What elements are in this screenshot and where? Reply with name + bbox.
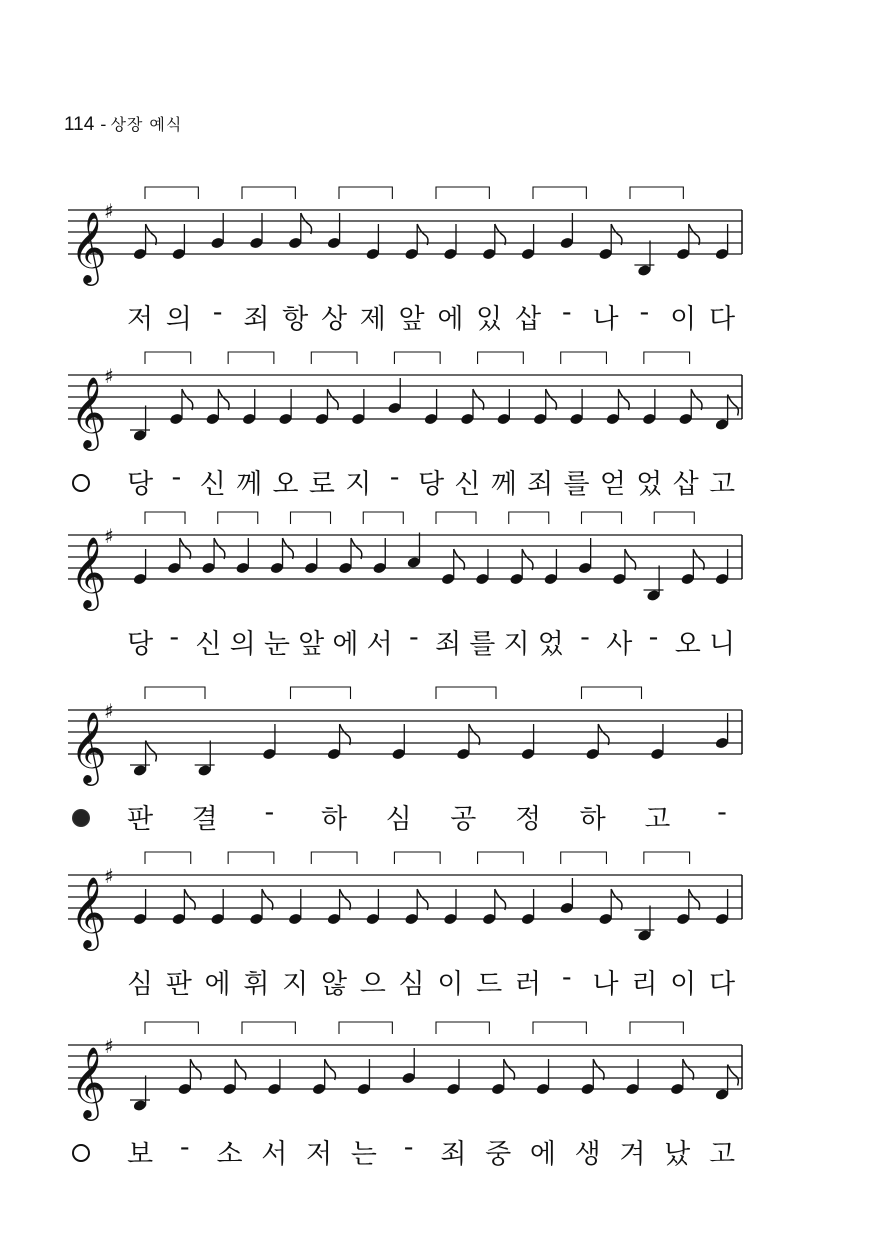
lyric-syllable: 지	[503, 629, 530, 660]
lyric-syllable: 죄	[527, 469, 554, 500]
music-system	[0, 685, 875, 855]
chant-bracket	[339, 1022, 392, 1034]
chant-bracket	[478, 852, 524, 864]
chant-bracket	[228, 352, 274, 364]
lyric-syllable: 이	[437, 969, 464, 1000]
chant-bracket	[145, 187, 198, 199]
treble-clef-icon: 𝄞	[70, 535, 107, 608]
lyric-syllable: 보	[126, 1139, 154, 1170]
lyric-syllable: -	[179, 1132, 190, 1163]
note-flag	[180, 538, 191, 559]
lyric-syllable: 다	[708, 969, 736, 1000]
note-flag	[235, 1059, 246, 1080]
lyric-syllable: 소	[216, 1139, 243, 1170]
note-flag	[417, 224, 428, 245]
note-flag	[146, 741, 157, 762]
sharp-icon: ♯	[104, 864, 114, 888]
note-flag	[469, 724, 480, 745]
treble-clef-icon: 𝄞	[70, 710, 107, 783]
lyric-syllable: 오	[674, 629, 701, 660]
staff	[0, 1020, 875, 1130]
staff	[0, 850, 875, 960]
chant-bracket	[363, 512, 403, 524]
note-flag	[689, 889, 700, 910]
lyric-syllable: 얻	[599, 469, 626, 500]
lyric-syllable: 겨	[619, 1139, 646, 1170]
chant-bracket	[242, 1022, 295, 1034]
lyric-syllable: 에	[437, 304, 464, 335]
lyric-syllable: 항	[282, 304, 309, 335]
lyric-syllable: 죄	[435, 629, 462, 660]
chant-bracket	[145, 352, 191, 364]
lyric-syllable: -	[212, 297, 223, 328]
lyric-syllable: -	[639, 297, 650, 328]
note-flag	[683, 1059, 694, 1080]
chant-bracket	[509, 512, 549, 524]
note-flag	[618, 389, 629, 410]
lyric-syllable: 중	[485, 1139, 512, 1170]
lyric-syllable: 당	[126, 629, 154, 660]
lyric-syllable: 었	[537, 629, 564, 660]
lyric-syllable: 리	[631, 969, 658, 1000]
page-title: 상장 예식	[110, 115, 183, 134]
lyric-syllable: 당	[126, 469, 154, 500]
music-system	[0, 185, 875, 355]
note-flag	[689, 224, 700, 245]
note-flag	[611, 889, 622, 910]
chant-bracket	[630, 1022, 683, 1034]
lyric-syllable: -	[403, 1132, 414, 1163]
lyric-syllable: 신	[195, 629, 222, 660]
lyric-syllable: 이	[670, 304, 697, 335]
chant-bracket	[630, 187, 683, 199]
lyric-syllable: 사	[606, 629, 633, 660]
note-flag	[546, 389, 557, 410]
staff	[0, 185, 875, 295]
note-flag	[214, 538, 225, 559]
note-flag	[625, 549, 636, 570]
lyric-syllable: 니	[708, 629, 736, 660]
treble-clef-icon: 𝄞	[70, 210, 107, 283]
chant-bracket	[654, 512, 694, 524]
lyric-syllable: 삽	[514, 304, 542, 335]
lyric-syllable: 를	[563, 469, 590, 500]
chant-bracket	[582, 512, 622, 524]
note-flag	[504, 1059, 515, 1080]
lyric-syllable: 러	[514, 969, 542, 1000]
lyric-syllable: 죄	[440, 1139, 467, 1170]
lyric-syllable: 죄	[243, 304, 270, 335]
chant-bracket	[228, 852, 274, 864]
lyric-syllable: 서	[261, 1139, 288, 1170]
lyric-syllable: 에	[204, 969, 231, 1000]
filled-circle-icon	[72, 809, 90, 827]
staff	[0, 350, 875, 460]
lyric-syllable: 났	[664, 1139, 691, 1170]
lyric-syllable: -	[409, 622, 419, 653]
note-flag	[327, 389, 338, 410]
note-flag	[454, 549, 465, 570]
chant-bracket	[478, 352, 524, 364]
lyric-syllable: 이	[670, 969, 697, 1000]
lyric-syllable: -	[264, 797, 275, 828]
lyric-syllable: 께	[490, 469, 517, 500]
music-system	[0, 350, 875, 520]
lyric-syllable: 고	[708, 469, 736, 500]
lyric-syllable: -	[561, 962, 572, 993]
lyric-syllable: 저	[306, 1139, 333, 1170]
lyric-syllable: 고	[644, 804, 671, 835]
lyric-syllable: 지	[282, 969, 309, 1000]
sharp-icon: ♯	[104, 1034, 114, 1058]
lyric-syllable: -	[717, 797, 727, 828]
lyric-syllable: 는	[350, 1139, 377, 1170]
lyric-syllable: 심	[126, 969, 154, 1000]
note-flag	[495, 889, 506, 910]
lyric-syllable: 에	[529, 1139, 556, 1170]
lyric-syllable: -	[171, 462, 182, 493]
lyric-syllable: 오	[272, 469, 299, 500]
open-circle-icon	[72, 1144, 90, 1162]
lyric-syllable: 고	[708, 1139, 736, 1170]
music-system	[0, 1020, 875, 1190]
lyric-syllable: 앞	[398, 304, 425, 335]
lyric-syllable: -	[389, 462, 400, 493]
staff	[0, 510, 875, 620]
lyric-syllable: -	[169, 622, 180, 653]
chant-bracket	[561, 852, 607, 864]
lyric-syllable: 공	[450, 804, 477, 835]
page-number: 114	[64, 114, 95, 135]
chant-bracket	[436, 512, 476, 524]
lyric-syllable: 의	[229, 629, 256, 660]
chant-bracket	[533, 1022, 586, 1034]
chant-bracket	[644, 852, 690, 864]
chant-bracket	[291, 687, 351, 699]
note-flag	[728, 1065, 739, 1086]
lyric-syllable: 나	[592, 304, 619, 335]
lyric-syllable: 심	[398, 969, 425, 1000]
chant-bracket	[311, 852, 357, 864]
note-flag	[473, 389, 484, 410]
lyric-syllable: 지	[345, 469, 372, 500]
note-flag	[417, 889, 428, 910]
chant-bracket	[242, 187, 295, 199]
lyric-syllable: -	[580, 622, 590, 653]
lyric-syllable: 제	[359, 304, 386, 335]
lyric-syllable: 께	[236, 469, 263, 500]
lyric-syllable: 앞	[298, 629, 325, 660]
note-flag	[693, 549, 704, 570]
lyric-syllable: -	[561, 297, 572, 328]
lyric-syllable: 드	[476, 969, 503, 1000]
lyric-syllable: 눈	[263, 629, 290, 660]
chant-bracket	[145, 1022, 198, 1034]
lyric-syllable: 신	[199, 469, 226, 500]
chant-bracket	[394, 352, 440, 364]
note-flag	[262, 889, 273, 910]
staff	[0, 685, 875, 795]
page-header	[64, 112, 182, 136]
lyric-syllable: 에	[332, 629, 359, 660]
chant-bracket	[533, 187, 586, 199]
chant-bracket	[311, 352, 357, 364]
lyric-syllable: 있	[476, 304, 503, 335]
note-flag	[598, 724, 609, 745]
lyric-syllable: 를	[469, 629, 496, 660]
note-flag	[340, 724, 351, 745]
chant-bracket	[561, 352, 607, 364]
lyric-syllable: 서	[366, 629, 393, 660]
chant-bracket	[436, 687, 496, 699]
lyric-syllable: 다	[708, 304, 736, 335]
note-flag	[218, 389, 229, 410]
lyric-syllable: 삽	[672, 469, 699, 500]
lyric-syllable: 나	[592, 969, 619, 1000]
chant-bracket	[291, 512, 331, 524]
lyric-syllable: 상	[320, 304, 348, 335]
lyric-syllable: 생	[574, 1139, 601, 1170]
note-flag	[593, 1059, 604, 1080]
lyric-syllable: 판	[126, 804, 154, 835]
music-system	[0, 850, 875, 1020]
sharp-icon: ♯	[104, 199, 114, 223]
lyric-syllable: 하	[320, 804, 348, 835]
lyric-syllable: 었	[636, 469, 663, 500]
lyric-syllable: 로	[308, 469, 335, 500]
sharp-icon: ♯	[104, 699, 114, 723]
note-flag	[351, 538, 362, 559]
treble-clef-icon: 𝄞	[70, 375, 107, 448]
lyric-syllable: 판	[165, 969, 192, 1000]
music-system	[0, 510, 875, 680]
note-flag	[190, 1059, 201, 1080]
lyric-syllable: 당	[417, 469, 445, 500]
lyric-syllable: 않	[320, 969, 348, 1000]
note-flag	[691, 389, 702, 410]
note-flag	[495, 224, 506, 245]
lyric-syllable: 신	[454, 469, 481, 500]
lyric-syllable: 저	[126, 304, 154, 335]
note-flag	[301, 213, 312, 234]
chant-bracket	[145, 512, 185, 524]
lyric-syllable: 하	[579, 804, 606, 835]
lyric-syllable: 정	[514, 804, 542, 835]
chant-bracket	[436, 187, 489, 199]
header-separator: -	[100, 115, 107, 135]
lyric-syllable: 의	[165, 304, 192, 335]
chant-bracket	[436, 1022, 489, 1034]
lyric-syllable: 심	[385, 804, 412, 835]
chant-bracket	[145, 852, 191, 864]
sharp-icon: ♯	[104, 364, 114, 388]
treble-clef-icon: 𝄞	[70, 1045, 107, 1118]
treble-clef-icon: 𝄞	[70, 875, 107, 948]
note-flag	[611, 224, 622, 245]
open-circle-icon	[72, 474, 90, 492]
chant-bracket	[394, 852, 440, 864]
chant-bracket	[218, 512, 258, 524]
lyric-syllable: 으	[359, 969, 386, 1000]
note-flag	[182, 389, 193, 410]
note-flag	[522, 549, 533, 570]
note-flag	[340, 889, 351, 910]
note-flag	[283, 538, 294, 559]
sharp-icon: ♯	[104, 524, 114, 548]
lyric-syllable: 결	[191, 804, 218, 835]
note-flag	[325, 1059, 336, 1080]
note-flag	[146, 224, 157, 245]
chant-bracket	[145, 687, 205, 699]
lyric-syllable: 휘	[243, 969, 270, 1000]
chant-bracket	[582, 687, 642, 699]
note-flag	[184, 889, 195, 910]
lyric-syllable: -	[648, 622, 659, 653]
chant-bracket	[339, 187, 392, 199]
chant-bracket	[644, 352, 690, 364]
